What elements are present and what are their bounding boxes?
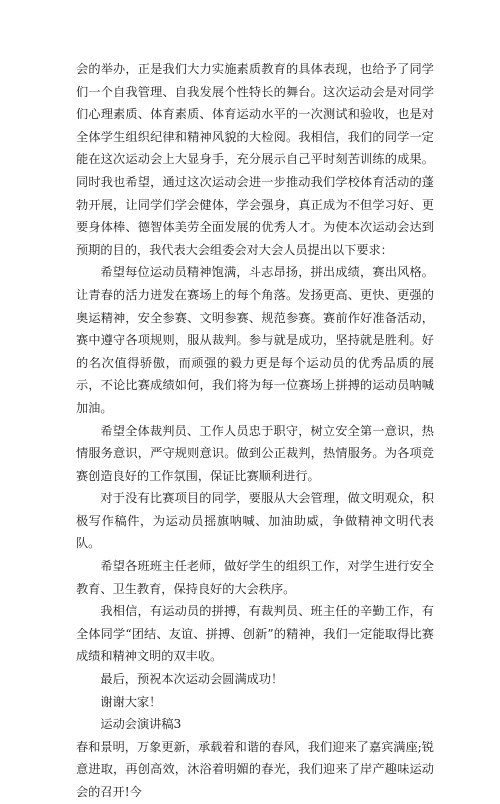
paragraph-thanks: 谢谢大家！ — [100, 694, 162, 709]
paragraph-teacher-requirements: 希望各班班主任老师，做好学生的组织工作，对学生进行安全教育、卫生教育，保持良好的大会秩序。 — [76, 559, 434, 596]
paragraph-spectator-requirements: 对于没有比赛项目的同学，要服从大会管理，做文明观众，积极写作稿件，为运动员摇旗呐喊、加油助威，争做精神文明代表队。 — [76, 491, 434, 551]
paragraph-speech-3-opening: 春和景明，万象更新，承载着和谐的春风，我们迎来了嘉宾满座;锐意进取，再创高效，沐浴着明媚的春光，我们迎来了岸产趣味运动会的召开!今 — [76, 739, 434, 799]
paragraph-confidence: 我相信，有运动员的拼搏，有裁判员、班主任的辛勤工作，有全体同学“团结、友谊、拼搏、创新”的精神，我们一定能取得比赛成绩和精神文明的双丰收。 — [76, 604, 434, 664]
paragraph-intro-continued: 会的举办，正是我们大力实施素质教育的具体表现，也给予了同学们一个自我管理、自我发展个性特长的舞台。这次运动会是对同学们心理素质、体育素质、体育运动水平的一次测试和验收，也是对全体学生组织纪律和精神风貌的大检阅。我相信，我们的同学一定能在这次运动会上大显身手，充分展示自己平时刻苦训练的成果。同时我也希望，通过这次运动会进一步推动我们学校体育活动的蓬勃开展，让同学们学会健体，学会强身，真正成为不但学习好、更要身体棒、德智体美劳全面发展的优秀人才。为使本次运动会达到预期的目的，我代表大会组委会对大会人员提出以下要求： — [76, 62, 434, 257]
section-title-speech-3: 运动会演讲稿3 — [100, 717, 182, 732]
paragraph-closing-wish: 最后，预祝本次运动会圆满成功！ — [100, 672, 284, 687]
paragraph-referee-requirements: 希望全体裁判员、工作人员忠于职守，树立安全第一意识，热情服务意识，严守规则意识。做到公正裁判，热情服务。为各项竞赛创造良好的工作氛围，保证比赛顺利进行。 — [76, 423, 434, 483]
paragraph-athlete-requirements: 希望每位运动员精神饱满，斗志昂扬，拼出成绩，赛出风格。让青春的活力迸发在赛场上的每个角落。发扬更高、更快、更强的奥运精神，安全参赛、文明参赛、规范参赛。赛前作好准备活动，赛中遵守各项规则，服从裁判。参与就是成功，坚持就是胜利。好的名次值得骄傲，而顽强的毅力更是每个运动员的优秀品质的展示，不论比赛成绩如何，我们将为每一位赛场上拼搏的运动员呐喊加油。 — [76, 265, 434, 415]
